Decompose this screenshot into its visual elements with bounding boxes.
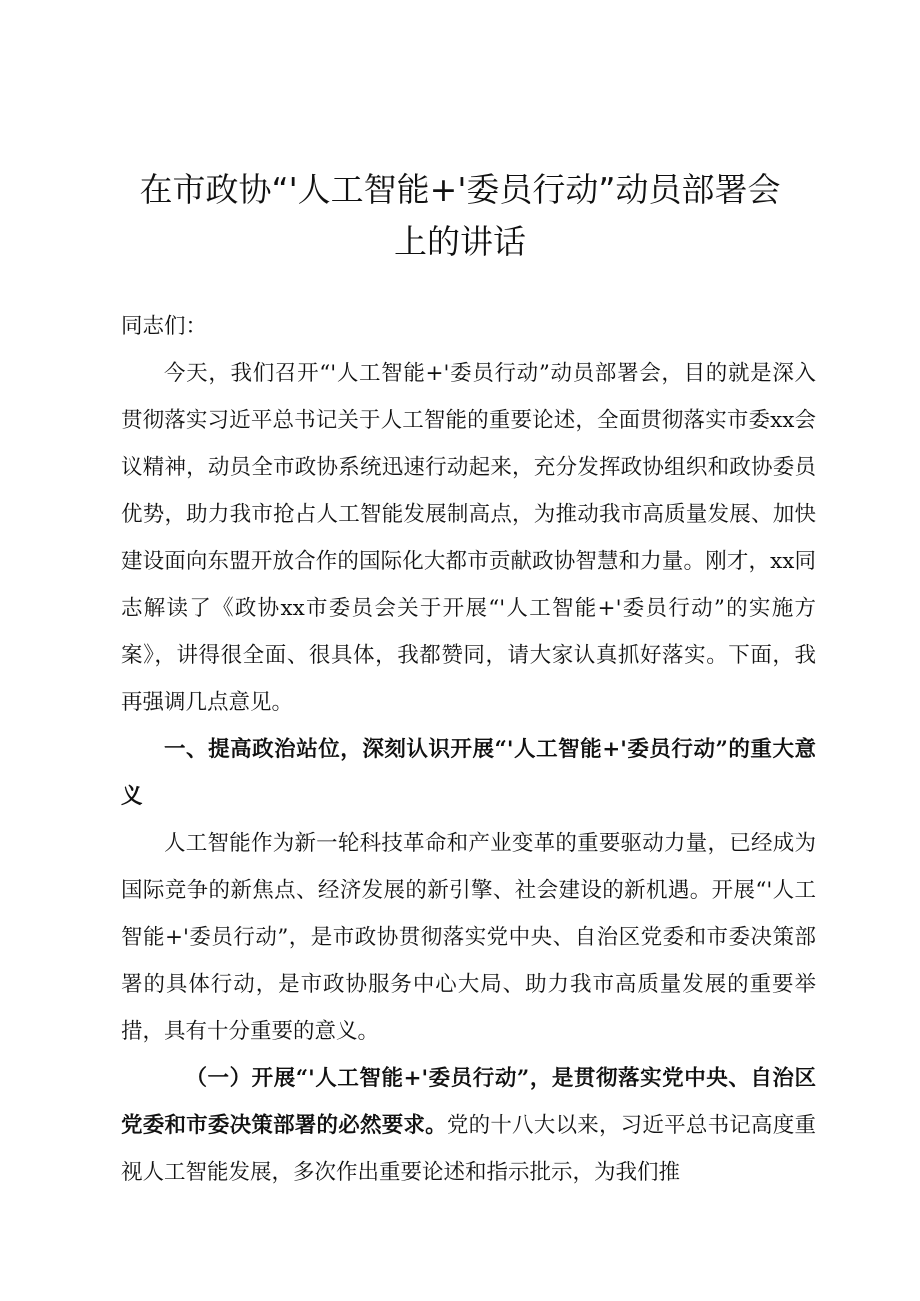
subsection-1-heading: （一）开展“'人工智能+'委员行动”，是贯彻落实党中央、自治区党委和市委决策部署的必然要求。 xyxy=(121,1066,816,1138)
paragraph-significance: 人工智能作为新一轮科技革命和产业变革的重要驱动力量，已经成为国际竞争的新焦点、经济发展的新引擎、社会建设的新机遇。开展“'人工智能+'委员行动”，是市政协贯彻落实党中央、自治区党委和市委决策部署的具体行动，是市政协服务中心大局、助力我市高质量发展的重要举措，具有十分重要的意义。 xyxy=(121,831,816,1044)
speech-title-line-1: 在市政协“'人工智能+'委员行动”动员部署会 xyxy=(139,170,781,209)
paragraph-intro: 今天，我们召开“'人工智能+'委员行动”动员部署会，目的就是深入贯彻落实习近平总书记关于人工智能的重要论述，全面贯彻落实市委xx会议精神，动员全市政协系统迅速行动起来，充分发挥政协组织和政协委员优势，助力我市抢占人工智能发展制高点，为推动我市高质量发展、加快建设面向东盟开放合作的国际化大都市贡献政协智慧和力量。刚才，xx同志解读了《政协xx市委员会关于开展“'人工智能+'委员行动”的实施方案》，讲得很全面、很具体，我都赞同，请大家认真抓好落实。下面，我再强调几点意见。 xyxy=(121,361,816,715)
section-heading-1: 一、提高政治站位，深刻认识开展“'人工智能+'委员行动”的重大意义 xyxy=(121,737,816,809)
subsection-1-text: 党的十八大以来，习近平总书记高度重视人工智能发展，多次作出重要论述和指示批示，为我们推 xyxy=(121,1113,816,1185)
subsection-1 xyxy=(121,1055,816,1196)
speech-title-line-2: 上的讲话 xyxy=(394,222,526,261)
speech-body xyxy=(121,303,816,1196)
salutation: 同志们： xyxy=(121,314,208,339)
